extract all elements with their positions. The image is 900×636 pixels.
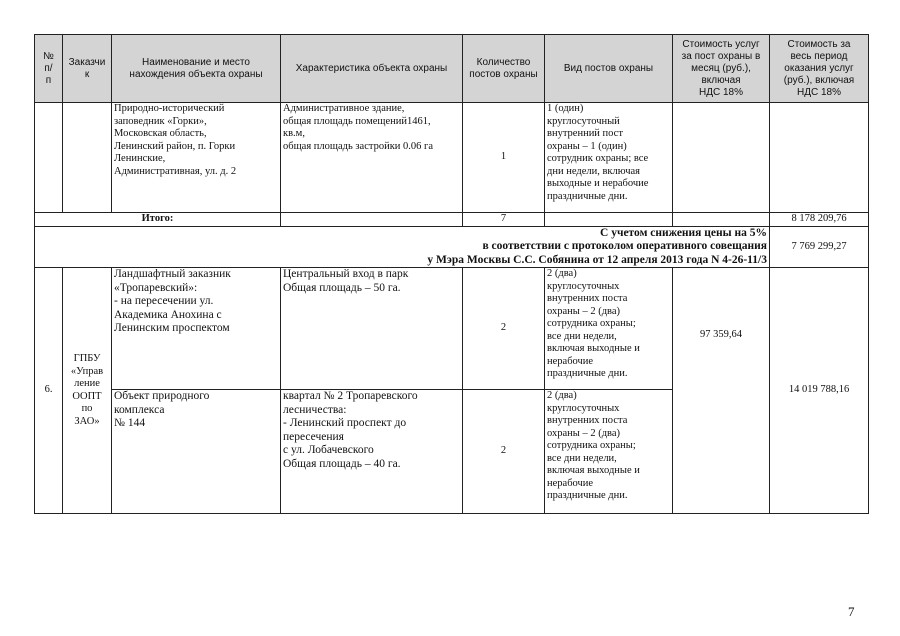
table-header-row (35, 35, 869, 103)
group6-number: 6. (35, 268, 63, 514)
group6-cost-total: 14 019 788,16 (770, 268, 869, 514)
object144-post-type: 2 (два) круглосуточных внутренних поста охраны – 2 (два) сотрудника охраны; все дни недели, включая выходные и нерабочие праздничные дни. (545, 390, 673, 514)
gorki-quantity: 1 (463, 103, 545, 213)
total-value: 8 178 209,76 (770, 213, 869, 227)
header-customer: Заказчи к (63, 35, 112, 103)
header-post-type: Вид постов охраны (545, 35, 673, 103)
header-quantity: Количество постов охраны (463, 35, 545, 103)
troparevsky-quantity: 2 (463, 268, 545, 390)
total-empty-cost-month (673, 213, 770, 227)
discount-row (35, 226, 869, 268)
gorki-name: Природно-исторический заповедник «Горки», Московская область, Ленинский район, п. Горки Ленинские, Административная, ул. д. 2 (112, 103, 281, 213)
total-empty-characteristics (281, 213, 463, 227)
gorki-post-type: 1 (один) круглосуточный внутренний пост охраны – 1 (один) сотрудник охраны; все дни недели, включая выходные и нерабочие праздничные дни. (545, 103, 673, 213)
total-label: Итого: (35, 213, 281, 227)
discount-value: 7 769 299,27 (770, 226, 869, 268)
header-characteristics: Характеристика объекта охраны (281, 35, 463, 103)
header-cost-month: Стоимость услуг за пост охраны в месяц (руб.), включая НДС 18% (673, 35, 770, 103)
total-empty-post-type (545, 213, 673, 227)
header-cost-total: Стоимость за весь период оказания услуг (руб.), включая НДС 18% (770, 35, 869, 103)
gorki-characteristics: Административное здание, общая площадь помещений1461, кв.м, общая площадь застройки 0.06 га (281, 103, 463, 213)
troparevsky-name: Ландшафтный заказник «Тропаревский»: - на пересечении ул. Академика Анохина с Ленинским проспектом (112, 268, 281, 390)
discount-text: С учетом снижения цены на 5% в соответствии с протоколом оперативного совещания у Мэра Москвы С.С. Собянина от 12 апреля 2013 года N 4-26-11/3 (35, 226, 770, 268)
object144-quantity: 2 (463, 390, 545, 514)
troparevsky-post-type: 2 (два) круглосуточных внутренних поста охраны – 2 (два) сотрудника охраны; все дни недели, включая выходные и нерабочие праздничные дни. (545, 268, 673, 390)
gorki-cost-total (770, 103, 869, 213)
table-row-gorki (35, 103, 869, 213)
header-name: Наименование и место нахождения объекта охраны (112, 35, 281, 103)
gorki-num (35, 103, 63, 213)
page-number: 7 (848, 604, 855, 619)
object144-name: Объект природного комплекса № 144 (112, 390, 281, 514)
total-quantity: 7 (463, 213, 545, 227)
gorki-customer (63, 103, 112, 213)
group6-cost-month: 97 359,64 (673, 268, 770, 514)
object144-characteristics: квартал № 2 Тропаревского лесничества: - Ленинский проспект до пересечения с ул. Лобачевского Общая площадь – 40 га. (281, 390, 463, 514)
troparevsky-characteristics: Центральный вход в парк Общая площадь – 50 га. (281, 268, 463, 390)
security-services-table (34, 34, 869, 514)
gorki-cost-month (673, 103, 770, 213)
total-row (35, 213, 869, 227)
header-num: № п/ п (35, 35, 63, 103)
group6-customer: ГПБУ «Управ ление ООПТ по ЗАО» (63, 268, 112, 514)
table-row-troparevsky (35, 268, 869, 390)
